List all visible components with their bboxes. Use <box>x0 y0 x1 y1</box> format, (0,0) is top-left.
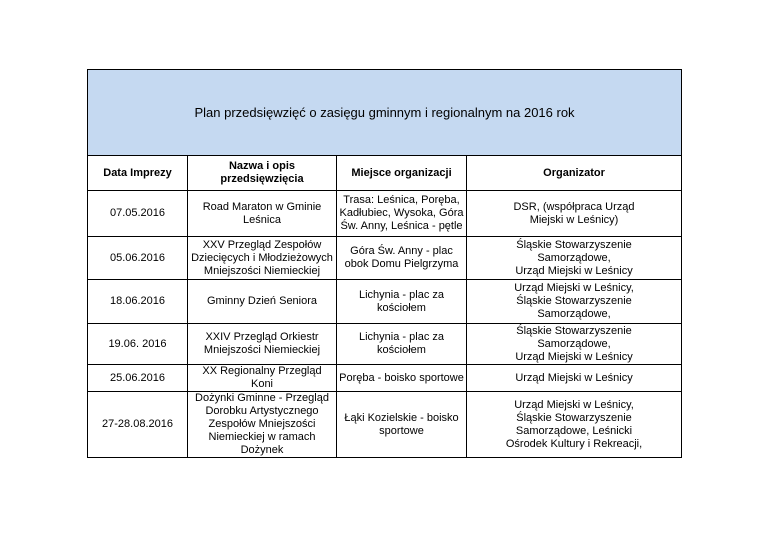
events-table <box>87 69 682 458</box>
cell-place: Lichynia - plac za kościołem <box>337 324 467 365</box>
cell-date: 25.06.2016 <box>88 365 188 392</box>
header-row <box>88 156 682 191</box>
table-row <box>88 392 682 458</box>
table-row <box>88 191 682 237</box>
cell-name: XX Regionalny Przegląd Koni <box>188 365 337 392</box>
column-header-organizer: Organizator <box>467 156 682 191</box>
table-row <box>88 237 682 280</box>
cell-organizer: Śląskie Stowarzyszenie Samorządowe, Urząd Miejski w Leśnicy <box>467 237 682 280</box>
cell-organizer: Urząd Miejski w Leśnicy, Śląskie Stowarzyszenie Samorządowe, <box>467 280 682 324</box>
cell-date: 07.05.2016 <box>88 191 188 237</box>
cell-organizer: Urząd Miejski w Leśnicy <box>467 365 682 392</box>
cell-name: XXIV Przegląd Orkiestr Mniejszości Niemieckiej <box>188 324 337 365</box>
column-header-name: Nazwa i opis przedsięwzięcia <box>188 156 337 191</box>
cell-date: 27-28.08.2016 <box>88 392 188 458</box>
cell-date: 05.06.2016 <box>88 237 188 280</box>
cell-organizer: DSR, (współpraca Urząd Miejski w Leśnicy) <box>467 191 682 237</box>
column-header-date: Data Imprezy <box>88 156 188 191</box>
cell-place: Poręba - boisko sportowe <box>337 365 467 392</box>
cell-place: Góra Św. Anny - plac obok Domu Pielgrzyma <box>337 237 467 280</box>
cell-name: XXV Przegląd Zespołów Dziecięcych i Młodzieżowych Mniejszości Niemieckiej <box>188 237 337 280</box>
cell-place: Łąki Kozielskie - boisko sportowe <box>337 392 467 458</box>
table-row <box>88 365 682 392</box>
cell-name: Gminny Dzień Seniora <box>188 280 337 324</box>
column-header-place: Miejsce organizacji <box>337 156 467 191</box>
cell-date: 19.06. 2016 <box>88 324 188 365</box>
table-title: Plan przedsięwzięć o zasięgu gminnym i regionalnym na 2016 rok <box>88 70 682 156</box>
cell-place: Lichynia - plac za kościołem <box>337 280 467 324</box>
cell-organizer: Śląskie Stowarzyszenie Samorządowe, Urząd Miejski w Leśnicy <box>467 324 682 365</box>
cell-organizer: Urząd Miejski w Leśnicy, Śląskie Stowarzyszenie Samorządowe, Leśnicki Ośrodek Kultury i Rekreacji, <box>467 392 682 458</box>
table-row <box>88 280 682 324</box>
cell-date: 18.06.2016 <box>88 280 188 324</box>
table-row <box>88 324 682 365</box>
cell-name: Road Maraton w Gminie Leśnica <box>188 191 337 237</box>
cell-name: Dożynki Gminne - Przegląd Dorobku Artystycznego Zespołów Mniejszości Niemieckiej w ramach Dożynek <box>188 392 337 458</box>
cell-place: Trasa: Leśnica, Poręba, Kadłubiec, Wysoka, Góra Św. Anny, Leśnica - pętle <box>337 191 467 237</box>
